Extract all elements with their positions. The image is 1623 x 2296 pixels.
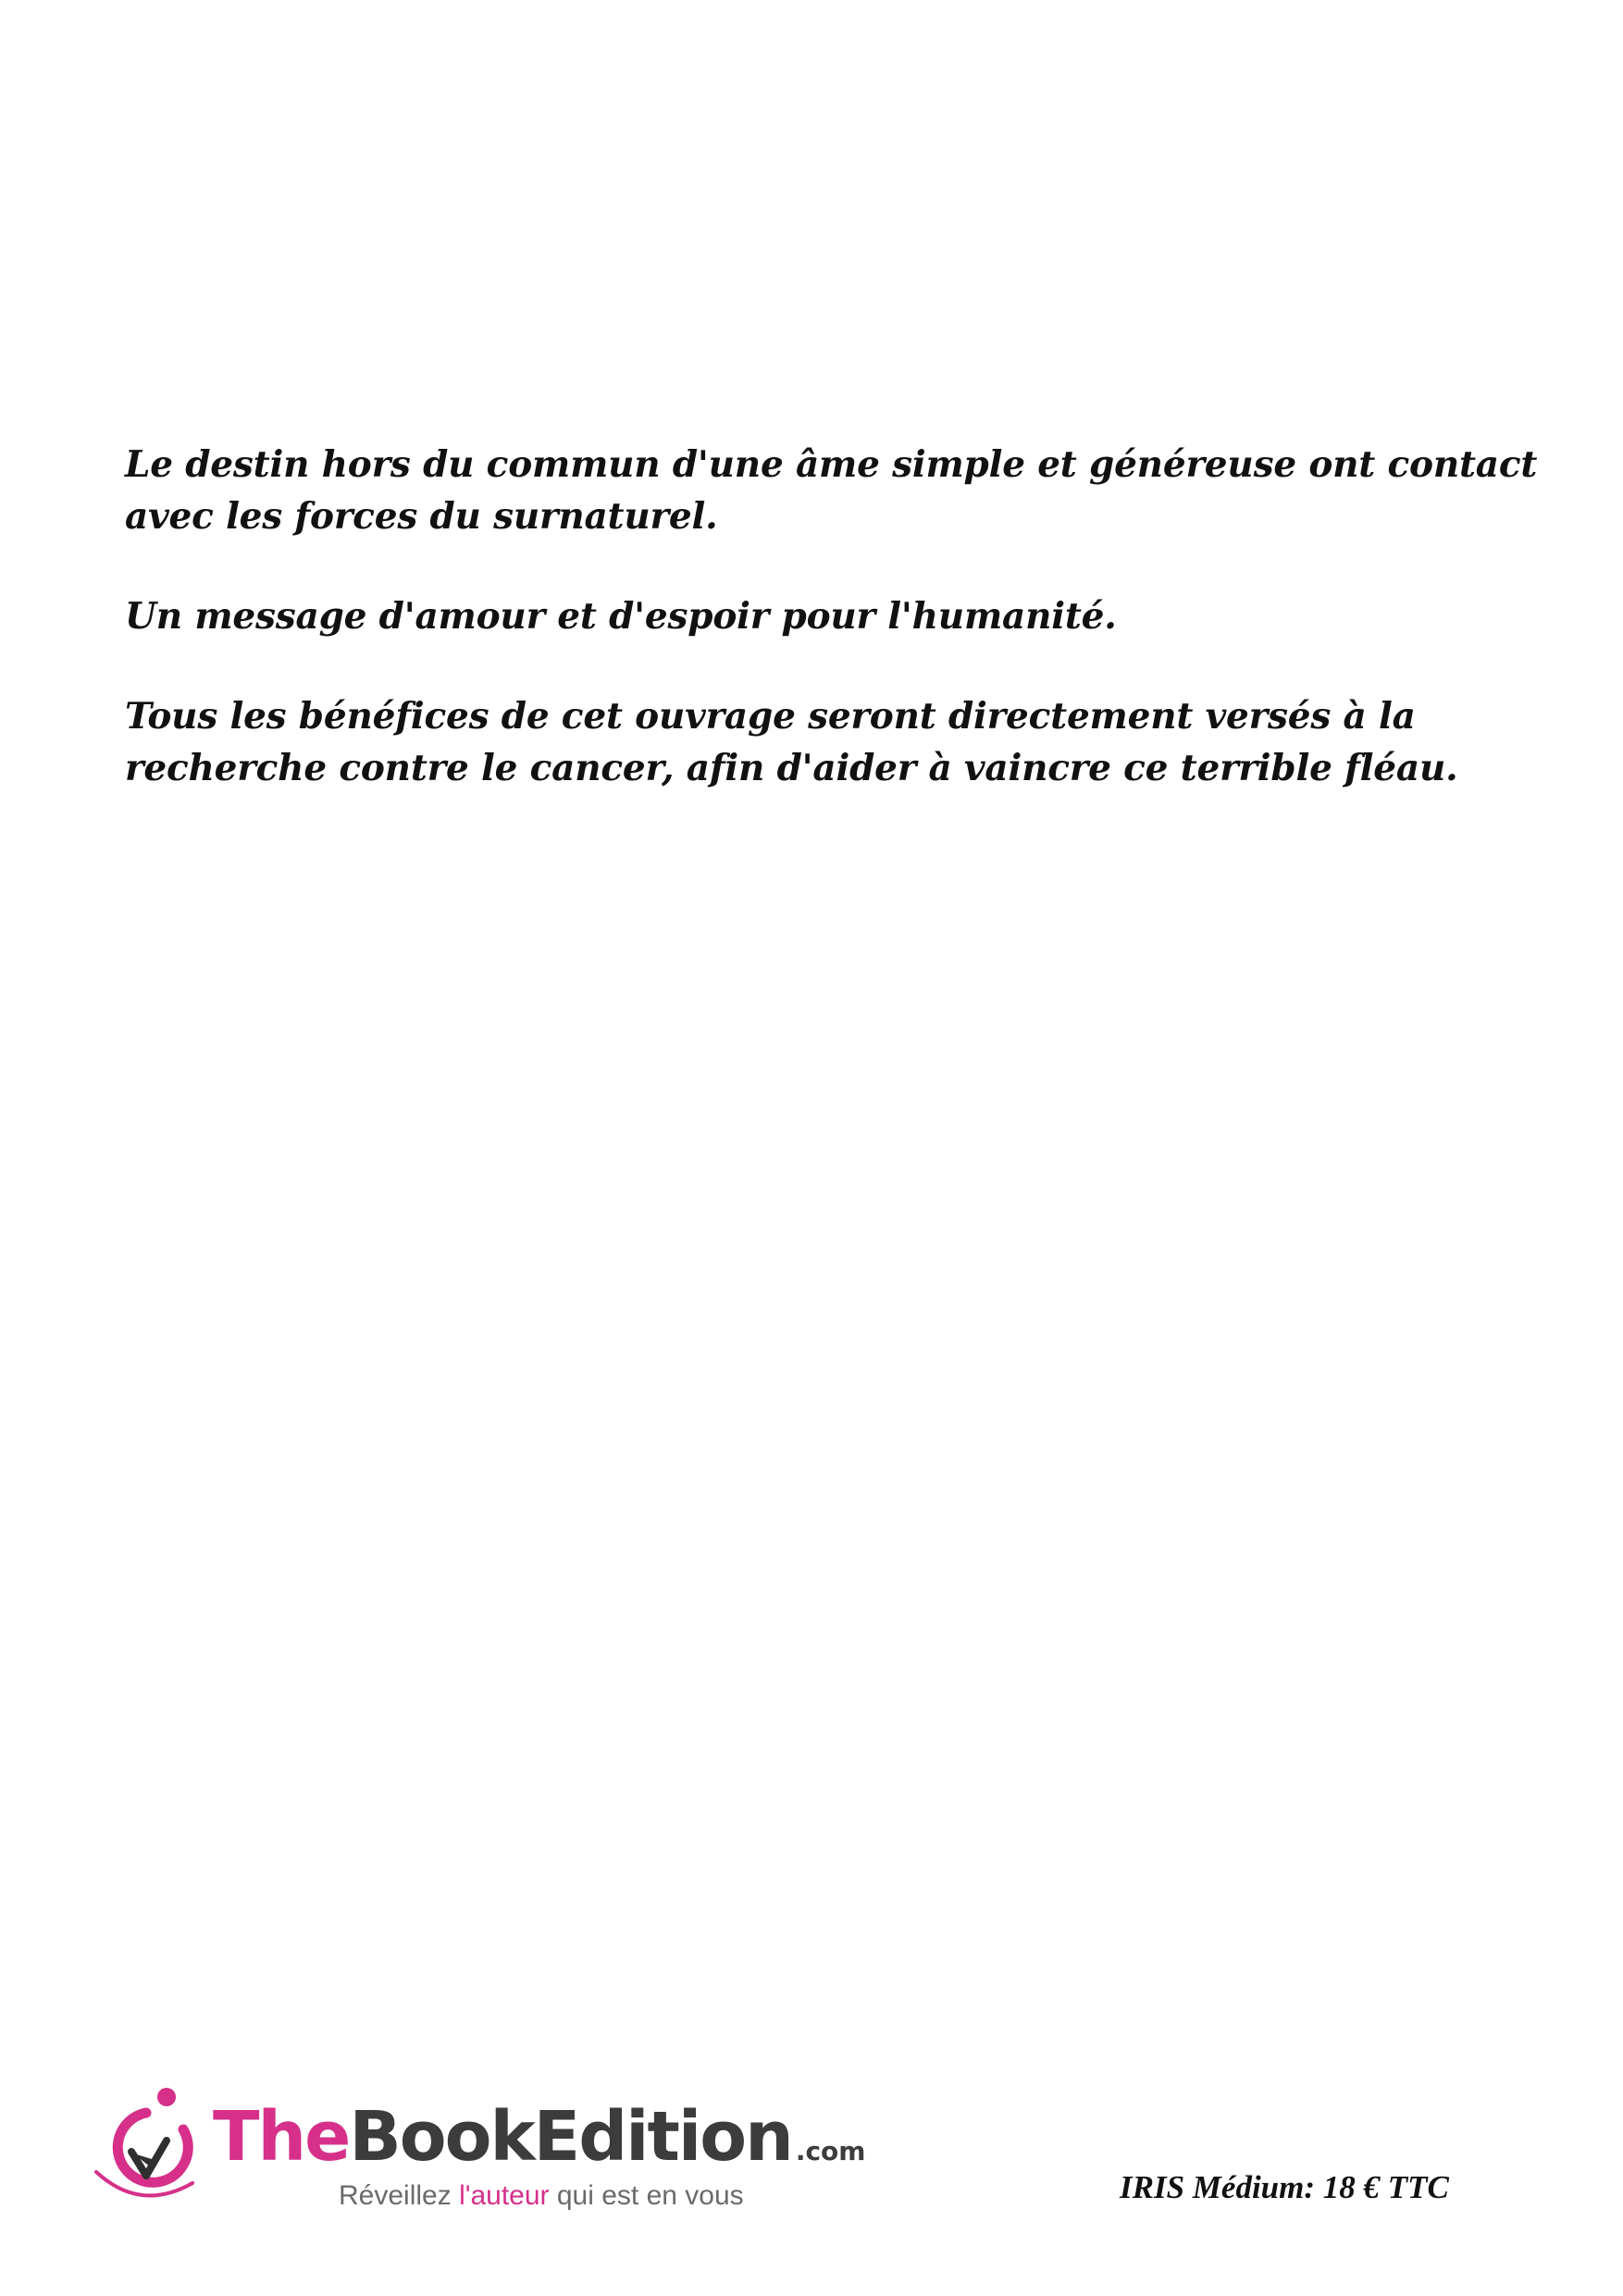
tagline-highlight: l'auteur bbox=[459, 2180, 550, 2211]
blurb-paragraph bbox=[125, 439, 1550, 542]
blurb-line: Le destin hors du commun d'une âme simple et généreuse ont contact bbox=[125, 443, 1538, 486]
blurb-paragraph bbox=[125, 690, 1550, 794]
blurb-line: recherche contre le cancer, afin d'aider à vaincre ce terrible fléau. bbox=[125, 747, 1458, 789]
wordmark-the: The bbox=[213, 2097, 350, 2177]
blurb-line: avec les forces du surnaturel. bbox=[125, 495, 718, 538]
wordmark-bookedition: BookEdition bbox=[349, 2097, 792, 2177]
blurb-paragraph bbox=[125, 590, 1550, 642]
tagline-start: Réveillez bbox=[339, 2180, 460, 2211]
tagline-end: qui est en vous bbox=[549, 2180, 744, 2211]
publisher-tagline bbox=[339, 2179, 744, 2213]
blurb-line: Un message d'amour et d'espoir pour l'humanité. bbox=[125, 595, 1117, 638]
back-cover-blurb bbox=[125, 439, 1550, 794]
price-label: IRIS Médium: 18 € TTC bbox=[1120, 2169, 1449, 2205]
publisher-logo bbox=[89, 2087, 866, 2235]
wordmark-tld: .com bbox=[795, 2136, 866, 2166]
thebookedition-logo-icon bbox=[89, 2087, 209, 2216]
blurb-line: Tous les bénéfices de cet ouvrage seront directement versés à la bbox=[125, 695, 1416, 738]
